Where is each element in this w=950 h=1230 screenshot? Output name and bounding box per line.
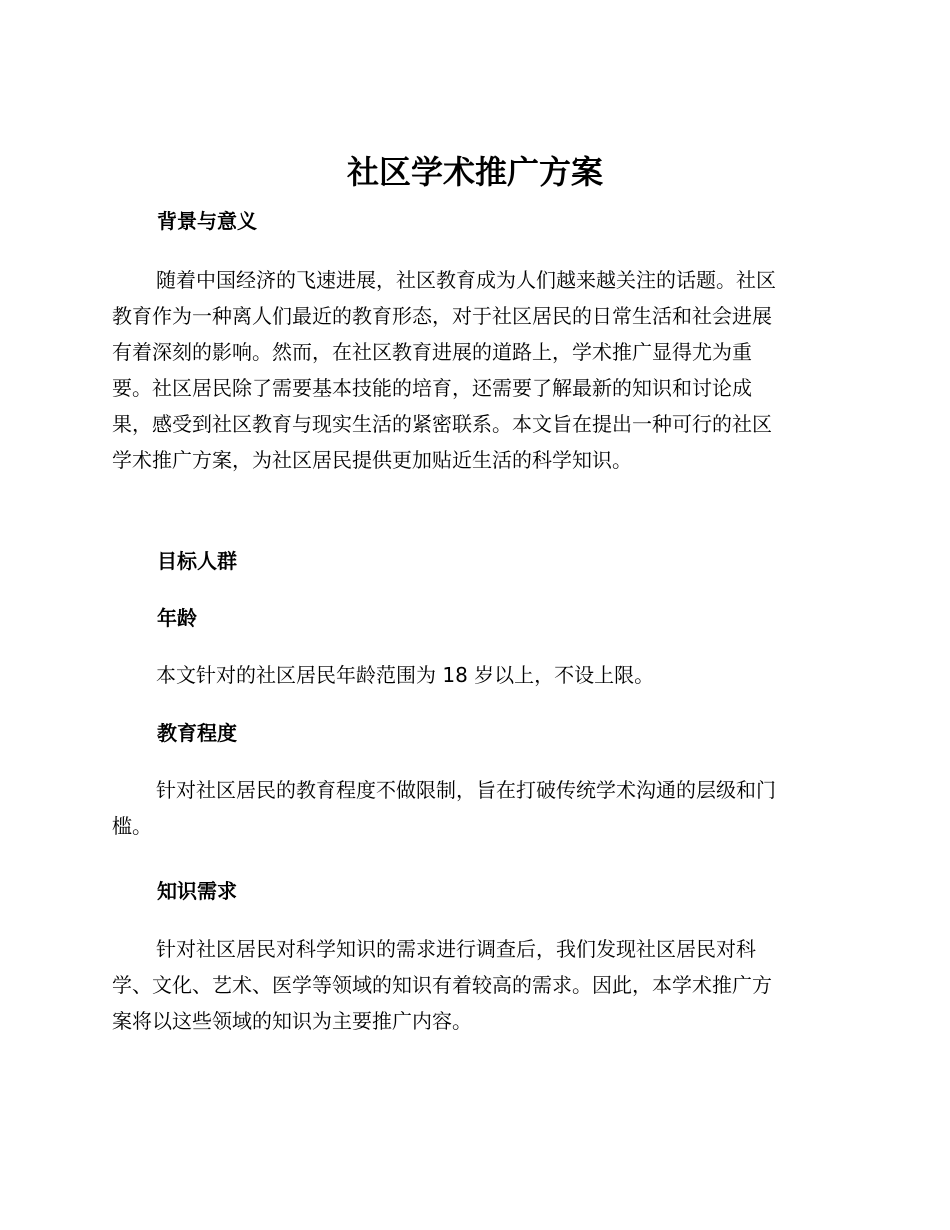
heading-background: 背景与意义 (157, 209, 257, 233)
paragraph-line: 学术推广方案，为社区居民提供更加贴近生活的科学知识。 (112, 448, 632, 472)
paragraph-line: 有着深刻的影响。然而，在社区教育进展的道路上，学术推广显得尤为重 (112, 340, 752, 364)
paragraph-background (112, 262, 838, 478)
paragraph-line: 果，感受到社区教育与现实生活的紧密联系。本文旨在提出一种可行的社区 (112, 412, 772, 436)
paragraph-line: 针对社区居民对科学知识的需求进行调查后，我们发现社区居民对科 (156, 937, 756, 961)
paragraph-line: 要。社区居民除了需要基本技能的培育，还需要了解最新的知识和讨论成 (112, 376, 752, 400)
paragraph-education (112, 772, 838, 844)
paragraph-line: 学、文化、艺术、医学等领域的知识有着较高的需求。因此，本学术推广方 (112, 973, 772, 997)
paragraph-age (112, 657, 838, 693)
heading-age: 年龄 (157, 606, 197, 630)
paragraph-line: 本文针对的社区居民年龄范围为 18 岁以上，不设上限。 (156, 663, 655, 687)
paragraph-knowledge (112, 931, 838, 1039)
heading-target: 目标人群 (157, 549, 237, 573)
paragraph-line: 槛。 (112, 814, 152, 838)
paragraph-line: 案将以这些领域的知识为主要推广内容。 (112, 1009, 472, 1033)
paragraph-line: 教育作为一种离人们最近的教育形态，对于社区居民的日常生活和社会进展 (112, 304, 772, 328)
heading-education: 教育程度 (157, 721, 237, 745)
document-title: 社区学术推广方案 (346, 153, 603, 191)
paragraph-line: 针对社区居民的教育程度不做限制，旨在打破传统学术沟通的层级和门 (156, 778, 776, 802)
paragraph-line: 随着中国经济的飞速进展，社区教育成为人们越来越关注的话题。社区 (156, 268, 776, 292)
heading-knowledge: 知识需求 (157, 879, 237, 903)
